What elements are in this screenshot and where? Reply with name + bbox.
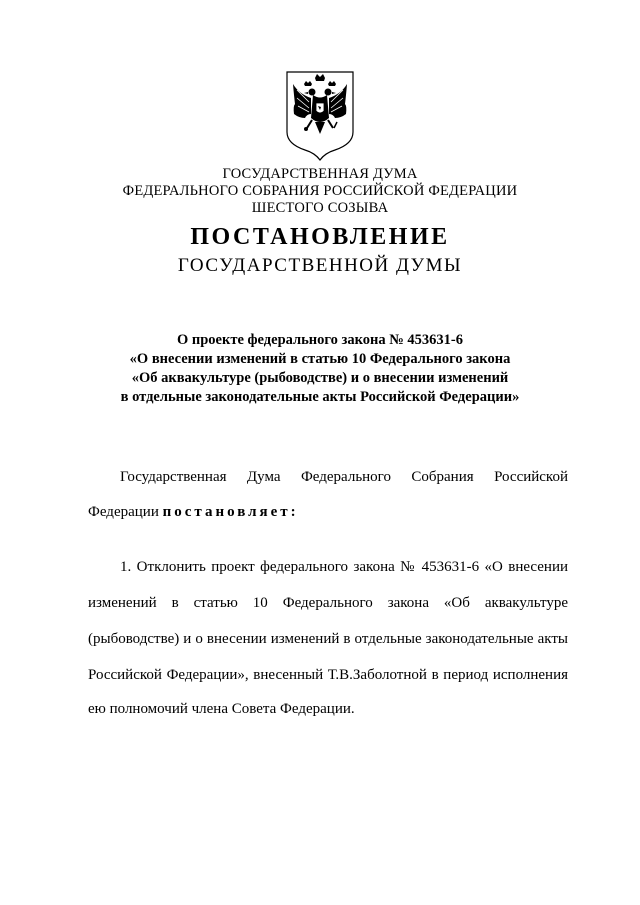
- organization-name: ГОСУДАРСТВЕННАЯ ДУМА: [222, 166, 418, 182]
- point-1-line: изменений в статью 10 Федерального закона «Об аквакультуре: [88, 595, 568, 611]
- document-subtitle: ГОСУДАРСТВЕННОЙ ДУМЫ: [177, 255, 463, 276]
- subject-line: в отдельные законодательные акты Российской Федерации»: [120, 389, 520, 405]
- point-1-line: ею полномочий члена Совета Федерации.: [88, 701, 355, 717]
- preamble-line: [88, 503, 299, 521]
- subject-line: О проекте федерального закона № 453631-6: [176, 332, 464, 348]
- subject-line: «О внесении изменений в статью 10 Федерального закона: [129, 351, 511, 367]
- point-1-line: 1. Отклонить проект федерального закона № 453631-6 «О внесении: [120, 559, 568, 575]
- convocation: ШЕСТОГО СОЗЫВА: [251, 200, 389, 216]
- point-1-line: (рыбоводстве) и о внесении изменений в отдельные законодательные акты: [88, 631, 568, 647]
- document-title: ПОСТАНОВЛЕНИЕ: [190, 224, 450, 250]
- resolves-emphasis: постановляет:: [162, 504, 299, 520]
- coat-of-arms-emblem-icon: [285, 70, 355, 162]
- organization-full-name: ФЕДЕРАЛЬНОГО СОБРАНИЯ РОССИЙСКОЙ ФЕДЕРАЦИИ: [122, 183, 518, 199]
- preamble-line: Государственная Дума Федерального Собрания Российской: [120, 469, 568, 485]
- subject-line: «Об аквакультуре (рыбоводстве) и о внесении изменений: [131, 370, 509, 386]
- preamble-text: Федерации: [88, 504, 163, 520]
- point-1-line: Российской Федерации», внесенный Т.В.Заболотной в период исполнения: [88, 667, 568, 683]
